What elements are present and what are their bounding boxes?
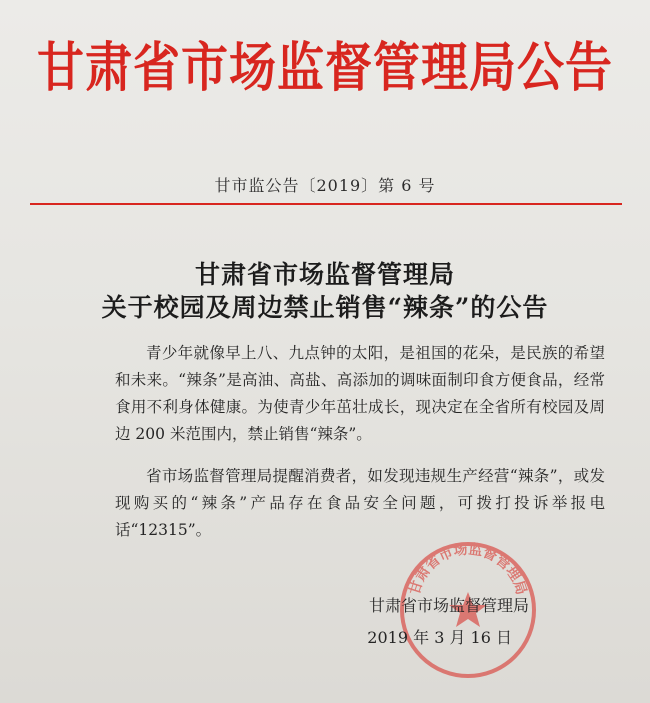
document-number: 甘市监公告〔2019〕第 6 号 [214, 176, 436, 195]
paragraph-text: 省市场监督管理局提醒消费者，如发现违规生产经营“辣条”，或发现购买的“辣条”产品存在食品安全问题，可拨打投诉举报电话“12315”。 [115, 467, 605, 539]
body-paragraph-2 [115, 463, 605, 544]
body-paragraph-1 [115, 340, 605, 448]
notice-title-line1: 甘肃省市场监督管理局 [194, 260, 455, 289]
notice-title-line2: 关于校园及周边禁止销售“辣条”的公告 [101, 293, 549, 322]
seal-arc-text: 甘肃省市场监督管理局 [406, 541, 530, 597]
agency-header: 甘肃省市场监督管理局公告 [37, 37, 613, 99]
signature-date: 2019 年 3 月 16 日 [367, 628, 512, 647]
paragraph-text: 青少年就像早上八、九点钟的太阳，是祖国的花朵，是民族的希望和未来。“辣条”是高油、高盐、高添加的调味面制印食方便食品，经常食用不利身体健康。为使青少年茁壮成长，现决定在全省所有校园及周边 200 米范围内，禁止销售“辣条”。 [115, 344, 605, 443]
signature-org: 甘肃省市场监督管理局 [368, 596, 529, 615]
red-divider [30, 203, 622, 205]
seal-text [407, 541, 529, 597]
